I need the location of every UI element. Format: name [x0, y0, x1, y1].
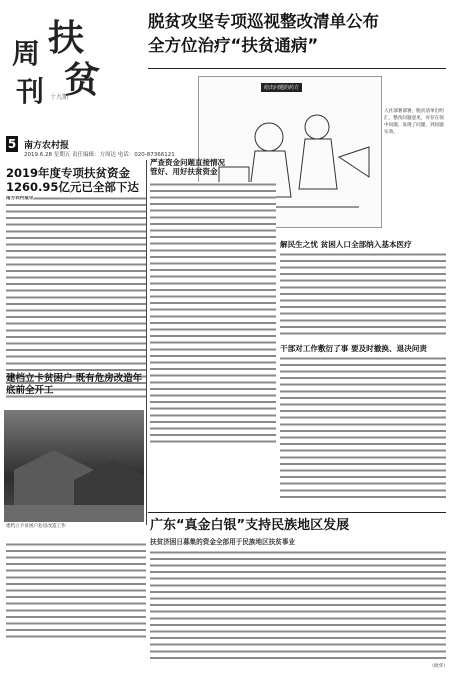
left-story-headline: 2019年度专项扶贫资金1260.95亿元已全部下达 [6, 166, 139, 195]
bottom-story-body [150, 550, 446, 662]
photo-drawing [4, 410, 144, 522]
page-number: 5 [7, 137, 17, 151]
masthead-char-3: 周 [12, 37, 41, 70]
cartoon-caption: 人社部署部署，脱贫清单出明汇，整改问题意见，对存在领中问题，发现了问题，到问题实效。 [384, 109, 444, 135]
center-story-headline-text: 严查资金问题直接情况 管好、用好扶贫资金 [150, 158, 225, 177]
paper-name: 南方农村报 [24, 141, 70, 151]
photo-caption: 建档立卡贫困户危房改造工作 [6, 524, 66, 529]
bottom-story-endnote: （欧华） [429, 664, 448, 669]
left-story-body [6, 196, 146, 402]
section-one-headline: 解民生之忧 贫困人口全部纳入基本医疗 [280, 240, 412, 249]
section-two-headline: 干部对工作敷衍了事 要及时撤换、退决问责 [280, 344, 427, 353]
date-line: 2019.6.28 星期五 责任编辑：方周达 电话：020-87366121 [24, 152, 175, 158]
column-rule [146, 160, 147, 525]
masthead-char-2: 贫 [64, 59, 101, 101]
photo-story-body [6, 542, 146, 642]
bottom-section-rule [148, 512, 446, 513]
center-story-body [150, 182, 276, 446]
masthead-char-1: 扶 [48, 17, 85, 59]
bottom-story-subhead: 扶贫济困日募集的资金全部用于民族地区扶贫事业 [150, 538, 296, 546]
photo-story-headline: 建档立卡贫困户 既有危房改造年底前全开工 [6, 373, 143, 396]
main-headline-line2: 全方位治疗“扶贫通病” [148, 36, 319, 55]
main-headline-line1: 脱贫攻坚专项巡视整改清单公布 [148, 12, 379, 31]
cartoon-tag: 给出问题的药方 [261, 83, 302, 92]
masthead-logo [6, 6, 114, 108]
masthead-char-4: 刊 [16, 75, 45, 108]
section-two-body [280, 356, 446, 502]
center-story-headline [150, 158, 276, 177]
left-story-byline: 南方农村报讯 [6, 196, 34, 201]
bottom-story-headline: 广东“真金白银”支持民族地区发展 [150, 518, 350, 533]
main-headline [148, 10, 379, 58]
masthead-note: 十九期 [50, 94, 69, 101]
headline-rule [148, 68, 446, 69]
photo-damaged-houses [4, 410, 144, 522]
section-one-body [280, 252, 446, 338]
